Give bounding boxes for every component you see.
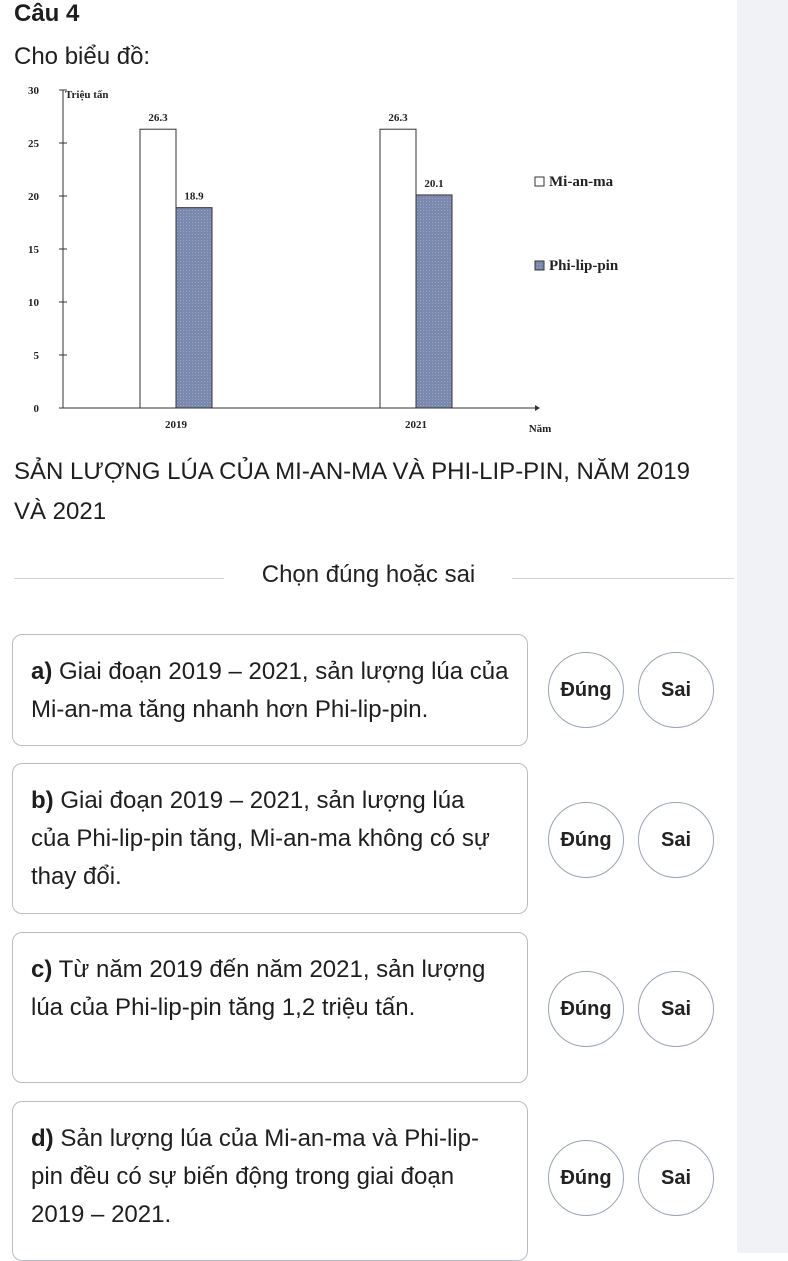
statement-text: Giai đoạn 2019 – 2021, sản lượng lúa của Mi-an-ma tăng nhanh hơn Phi-lip-pin. xyxy=(31,658,509,723)
statement-text: Giai đoạn 2019 – 2021, sản lượng lúa của Phi-lip-pin tăng, Mi-an-ma không có sự thay đổi. xyxy=(31,787,490,890)
false-button-a[interactable]: Sai xyxy=(638,652,714,728)
statement-text: Từ năm 2019 đến năm 2021, sản lượng lúa của Phi-lip-pin tăng 1,2 triệu tấn. xyxy=(31,956,486,1021)
legend-swatch xyxy=(535,177,544,186)
y-tick-label: 15 xyxy=(28,244,39,256)
statement-letter: c) xyxy=(31,956,53,983)
statement-text: Sản lượng lúa của Mi-an-ma và Phi-lip-pin đều có sự biến động trong giai đoạn 2019 – 2021. xyxy=(31,1125,479,1228)
statement-letter: b) xyxy=(31,787,54,814)
x-axis-title: Năm xyxy=(528,423,552,435)
y-tick-label: 0 xyxy=(33,403,39,415)
false-button-c[interactable]: Sai xyxy=(638,971,714,1047)
true-button-a[interactable]: Đúng xyxy=(548,652,624,728)
right-scroll-area xyxy=(737,0,788,1253)
y-tick-label: 25 xyxy=(28,138,39,150)
question-title: Câu 4 xyxy=(14,0,80,27)
bar-phi-lip-pin-2021 xyxy=(416,195,452,408)
x-axis-arrow xyxy=(535,405,540,411)
data-label: 26.3 xyxy=(148,112,168,125)
y-tick-label: 20 xyxy=(28,191,39,203)
y-tick-label: 30 xyxy=(28,85,39,97)
question-intro: Cho biểu đồ: xyxy=(14,43,151,70)
answer-mode-label: Chọn đúng hoặc sai xyxy=(261,561,476,588)
bar-phi-lip-pin-2019 xyxy=(176,208,212,408)
statement-card-c xyxy=(12,932,528,1083)
y-axis-title: Triệu tấn xyxy=(65,89,109,101)
statement-card-b xyxy=(12,763,528,914)
data-label: 26.3 xyxy=(388,112,408,125)
bar-mi-an-ma-2019 xyxy=(140,129,176,408)
x-tick-label: 2019 xyxy=(165,419,187,431)
statement-card-a xyxy=(12,634,528,746)
true-button-c[interactable]: Đúng xyxy=(548,971,624,1047)
statement-letter: a) xyxy=(31,658,53,685)
data-label: 18.9 xyxy=(184,190,204,203)
chart-caption: SẢN LƯỢNG LÚA CỦA MI-AN-MA VÀ PHI-LIP-PIN, NĂM 2019 VÀ 2021 xyxy=(14,458,690,525)
bar-mi-an-ma-2021 xyxy=(380,129,416,408)
false-button-d[interactable]: Sai xyxy=(638,1140,714,1216)
false-button-b[interactable]: Sai xyxy=(638,802,714,878)
legend-label: Phi-lip-pin xyxy=(549,258,619,274)
true-button-d[interactable]: Đúng xyxy=(548,1140,624,1216)
legend-swatch xyxy=(535,261,544,270)
statement-letter: d) xyxy=(31,1125,54,1152)
y-tick-label: 10 xyxy=(28,297,39,309)
true-button-b[interactable]: Đúng xyxy=(548,802,624,878)
x-tick-label: 2021 xyxy=(405,419,427,431)
statement-card-d xyxy=(12,1101,528,1261)
data-label: 20.1 xyxy=(424,177,444,190)
bar-chart xyxy=(0,78,737,443)
y-tick-label: 5 xyxy=(33,350,39,362)
legend-label: Mi-an-ma xyxy=(549,174,614,190)
